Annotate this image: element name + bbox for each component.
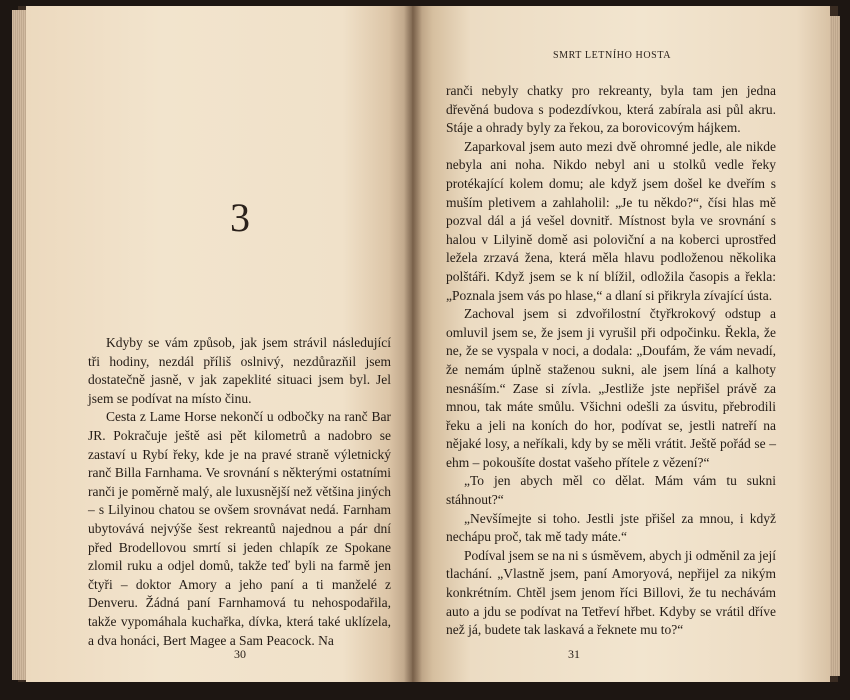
paragraph: ranči nebyly chatky pro rekreanty, byla tam jen jedna dřevěná budova s podezdívkou, která zabírala asi půl akru. Stáje a ohrady byly za řekou, za borovicovým hájkem.	[446, 83, 776, 136]
paragraph: „To jen abych měl co dělat. Mám vám tu sukni stáhnout?“	[446, 473, 776, 508]
paragraph: Cesta z Lame Horse nekončí u odbočky na ranč Bar JR. Pokračuje ještě asi pět kilometrů a nadobro se zastaví u Rybí řeky, kde je na pravé straně výletnický ranč Billa Farnhama. Ve srovnání s některými ostatními ranči je poměrně malý, ale luxusnější než většina jiných – s Lilyinou chatou se ovšem srovnávat nedá. Farnham ubytovává nejvýše šest rekreantů najednou a pár dní před Brodellovou smrtí si jeden chlapík ze Spokane zlomil ruku a odjel domů, takže teď byli na farmě jen čtyři – doktor Amory a jeho paní a ti manželé z Denveru. Žádná paní Farnhamová tu nehospodařila, takže vypomáhala kuchařka, dívka, která také uklízela, a dva honáci, Bert Magee a Sam Peacock. Na	[88, 409, 391, 648]
chapter-number: 3	[230, 195, 250, 240]
page-edges-right	[830, 16, 840, 676]
open-book	[18, 6, 838, 682]
left-page-text	[88, 334, 391, 650]
paragraph: „Nevšímejte si toho. Jestli jste přišel za mnou, i když nechápu proč, tak mě tady máte.“	[446, 510, 776, 545]
page-number-left: 30	[234, 647, 246, 661]
left-page	[26, 6, 412, 682]
paragraph: Zachoval jsem si zdvořilostní čtyřkrokový odstup a omluvil jsem se, že jsem ji vyrušil při odpočinku. Řekla, že ne, že se vyspala v noci, a dodala: „Doufám, že vám nevadí, že nemám úplně staženou sukni, ale jsem líná a kalhoty nesnáším.“ Zase si zívla. „Jestliže jste nepřišel právě za mnou, tak máte smůlu. Všichni odešli za úsvitu, přebrodili řeku a jeli na koních do hor, podívat se, jestli natreří na nějaké losy, a neříkali, kdy by se měli vrátit. Ještě pořád se – ehm – pokoušíte dostat vašeho přítele z vězení?“	[446, 306, 776, 470]
paragraph: Kdyby se vám způsob, jak jsem strávil následující tři hodiny, nezdál příliš oslnivý, nezdůrazňil jsem dostatečně jasně, v jak zapeklité situaci jsem byl. Jel jsem se podívat na místo činu.	[88, 335, 391, 406]
paragraph: Zaparkoval jsem auto mezi dvě ohromné jedle, ale nikde nebyla ani noha. Nikdo nebyl ani u stolků vedle řeky protékající kolem domu; ale když jsem došel ke dveřím s muším pletivem a zahlaholil: „Je tu někdo?“, čísi hlas mě pozval dál a já vešel dovnitř. Místnost byla ve srovnání s halou v Lilyině domě asi poloviční a na koberci uprostřed ležela zrzavá žena, která měla hlavu podloženou několika polštáři. Když jsem se k ní blížil, odložila časopis a řekla: „Poznala jsem vás po hlase,“ a dlaní si přikryla zívající ústa.	[446, 138, 776, 303]
right-page-text	[446, 82, 776, 640]
running-head: SMRT LETNÍHO HOSTA	[552, 50, 672, 61]
right-page	[412, 6, 830, 682]
page-number-right: 31	[568, 647, 580, 661]
book-gutter	[404, 6, 422, 682]
paragraph: Podíval jsem se na ni s úsměvem, abych ji odměnil za její tlachání. „Vlastně jsem, paní Amoryová, nepřijel za nikým konkrétním. Chtěl jsem jenom říci Billovi, že tu nechávám auto a jdu se podívat na Tetřeví hřbet. Kdyby se vrátil dříve než já, budete tak laskavá a řeknete mu to?“	[446, 547, 776, 638]
